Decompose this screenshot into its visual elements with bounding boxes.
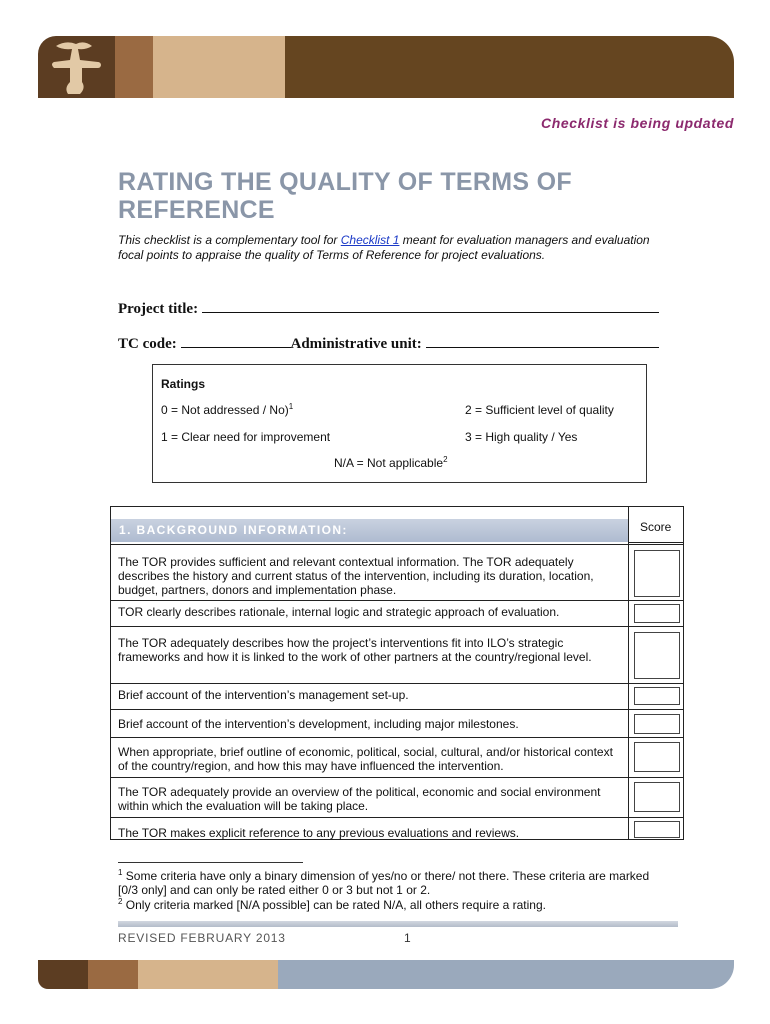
footnote-1-number: 1 (118, 868, 123, 877)
header-banner (38, 36, 734, 98)
criterion-text: TOR clearly describes rationale, internal logic and strategic approach of evaluation. (118, 605, 560, 619)
rating-3: 3 = High quality / Yes (465, 430, 578, 444)
footnote-divider (118, 862, 303, 863)
banner-segment-medium (115, 36, 153, 98)
criterion-text: The TOR adequately provide an overview of the political, economic and social environment within which the evaluation will be taking place. (118, 785, 601, 814)
score-input[interactable] (634, 687, 680, 705)
footnote-1-text: Some criteria have only a binary dimension of yes/no or there/ not there. These criteria are marked [0/3 only] and can only be rated either 0 or 3 but not 1 or 2. (118, 869, 650, 897)
table-row (111, 683, 684, 707)
footnote-1 (118, 869, 658, 897)
banner-segment-light (153, 36, 285, 98)
admin-unit-label: Administrative unit: (290, 336, 422, 352)
footer-segment-light (138, 960, 278, 989)
background-information-table (110, 506, 684, 840)
criterion-text: The TOR provides sufficient and relevant contextual information. The TOR adequately describes the history and current status of the intervention, including its duration, location, budget, partners, donors and implementation phase. (118, 555, 594, 598)
ratings-header: Ratings (161, 377, 206, 391)
rating-0-text: 0 = Not addressed / No) (161, 403, 289, 417)
score-input[interactable] (634, 782, 680, 812)
criterion-text: The TOR adequately describes how the project’s interventions fit into ILO’s strategic frameworks and how it is linked to the work of other partners at the country/regional level. (118, 636, 592, 665)
footnote-2-number: 2 (118, 897, 123, 906)
revision-date: REVISED FEBRUARY 2013 (118, 931, 286, 945)
footnote-ref-2: 2 (443, 455, 448, 464)
admin-unit-blank[interactable] (426, 334, 659, 348)
footer-segment-blue (278, 960, 734, 989)
rating-na (334, 456, 448, 470)
table-row (111, 817, 684, 840)
score-input[interactable] (634, 742, 680, 772)
score-input[interactable] (634, 632, 680, 679)
ratings-legend (152, 364, 647, 483)
tc-code-blank[interactable] (181, 334, 291, 348)
footer-segment-dark (38, 960, 88, 989)
table-row (111, 626, 684, 681)
table-row (111, 709, 684, 736)
table-row (111, 600, 684, 625)
project-title-field (118, 299, 659, 318)
score-input[interactable] (634, 604, 680, 623)
banner-segment-wide (285, 36, 734, 98)
banner-segment-dark (38, 36, 115, 98)
page-title: RATING THE QUALITY OF TERMS OF REFERENCE (118, 168, 572, 224)
tc-code-label: TC code: (118, 336, 177, 352)
score-header: Score (640, 520, 672, 534)
score-input[interactable] (634, 821, 680, 838)
section-header (111, 519, 628, 542)
footnote-ref-1: 1 (288, 402, 294, 411)
score-input[interactable] (634, 550, 680, 597)
intro-text-before: This checklist is a complementary tool for (118, 233, 341, 247)
project-title-label: Project title: (118, 301, 199, 317)
rating-1: 1 = Clear need for improvement (161, 430, 331, 444)
footer-banner (38, 960, 734, 989)
footer-segment-medium (88, 960, 138, 989)
checklist-1-link[interactable]: Checklist 1 (340, 233, 400, 247)
project-title-blank[interactable] (202, 299, 659, 313)
water-tap-icon (46, 38, 106, 96)
rating-2: 2 = Sufficient level of quality (465, 403, 614, 417)
table-row (111, 737, 684, 775)
rating-na-text: N/A = Not applicable (334, 456, 444, 470)
score-input[interactable] (634, 714, 680, 734)
table-row (111, 777, 684, 815)
footer-rule (118, 921, 678, 927)
criterion-text: The TOR makes explicit reference to any previous evaluations and reviews. (118, 826, 520, 840)
criterion-text: Brief account of the intervention’s management set-up. (118, 688, 409, 702)
table-row (111, 544, 684, 599)
page-number: 1 (404, 931, 411, 945)
rating-0 (161, 403, 293, 417)
intro-paragraph (118, 233, 658, 263)
section-title: 1. BACKGROUND INFORMATION: (119, 523, 348, 537)
tc-code-field (118, 334, 659, 353)
criterion-text: When appropriate, brief outline of economic, political, social, cultural, and/or historical context of the country/region, and how this may have influenced the intervention. (118, 745, 613, 774)
footnote-2-text: Only criteria marked [N/A possible] can be rated N/A, all others require a rating. (122, 898, 546, 912)
intro-text-after: meant for evaluation managers and evaluation focal points to appraise the quality of Terms of Reference for project evaluations. (118, 233, 650, 262)
status-note: Checklist is being updated (541, 115, 734, 131)
score-header-divider (628, 542, 684, 543)
criterion-text: Brief account of the intervention’s development, including major milestones. (118, 717, 519, 731)
footnote-2 (118, 898, 658, 912)
